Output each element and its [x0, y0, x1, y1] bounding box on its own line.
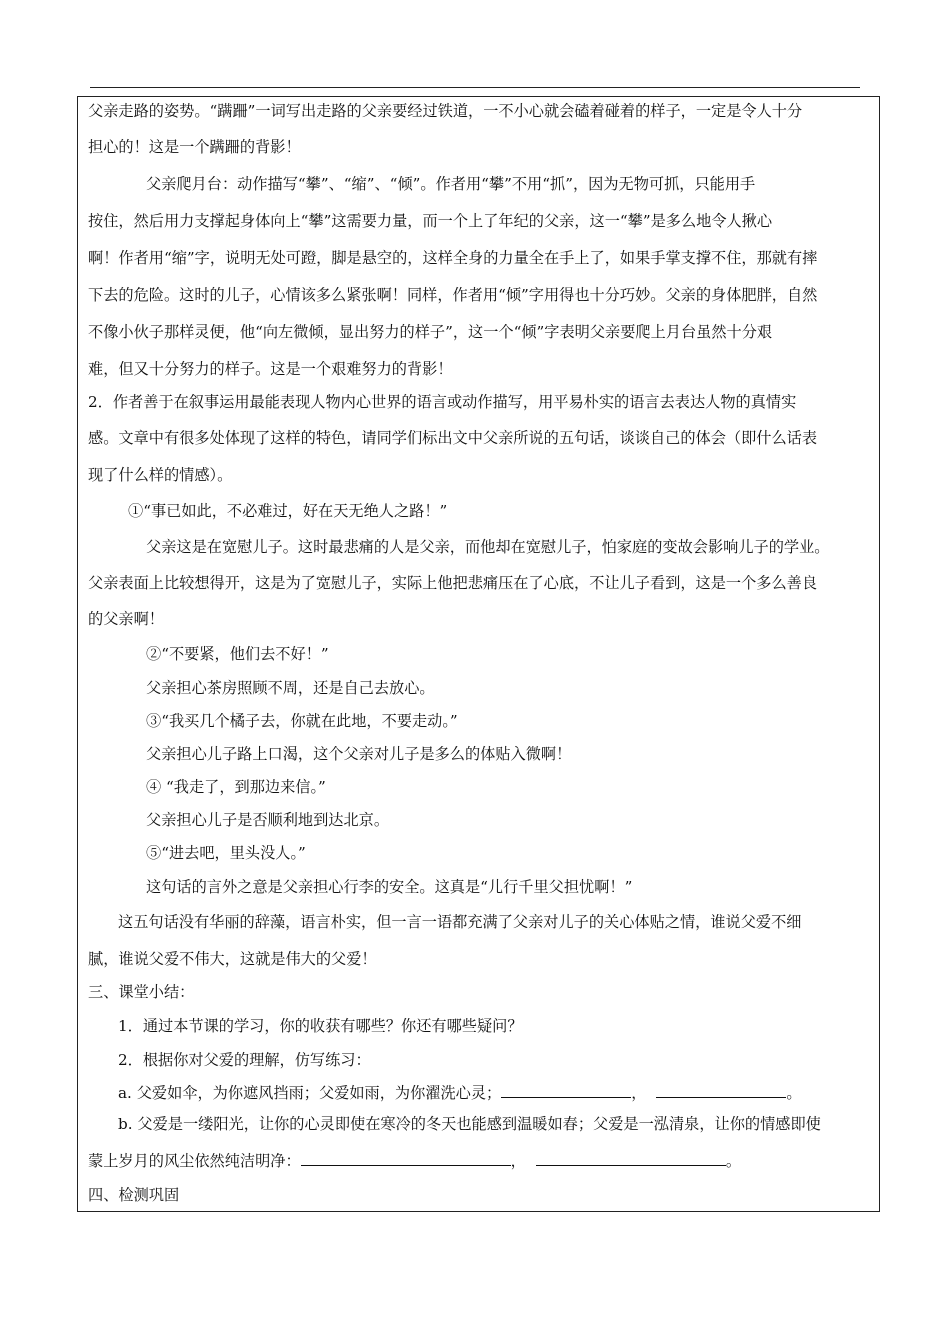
quote-5: ⑤“进去吧，里头没人。”: [146, 844, 306, 862]
separator: ，: [631, 1084, 647, 1102]
text-line: 这五句话没有华丽的辞藻，语言朴实，但一言一语都充满了父亲对儿子的关心体贴之情，谁说父爱不细: [118, 913, 802, 931]
text-line: 下去的危险。这时的儿子，心情该多么紧张啊！同样，作者用“倾”字用得也十分巧妙。父亲的身体肥胖，自然: [88, 286, 818, 304]
separator: ，: [510, 1152, 526, 1170]
exercise-b-text: 蒙上岁月的风尘依然纯洁明净：: [88, 1152, 301, 1170]
text-line: 难，但又十分努力的样子。这是一个艰难努力的背影！: [88, 360, 453, 378]
text-line: 现了什么样的情感）。: [88, 466, 233, 484]
text-line: 担心的！这是一个蹒跚的背影！: [88, 138, 301, 156]
text-line: 的父亲啊！: [88, 610, 164, 628]
text-line: 按住，然后用力支撑起身体向上“攀”这需要力量，而一个上了年纪的父亲，这一“攀”是多么地令人揪心: [88, 212, 773, 230]
text-line: 腻，谁说父爱不伟大，这就是伟大的父爱！: [88, 950, 377, 968]
text-line: 这句话的言外之意是父亲担心行李的安全。这真是“儿行千里父担忧啊！”: [146, 878, 633, 896]
text-line: 啊！作者用“缩”字，说明无处可蹬，脚是悬空的，这样全身的力量全在手上了，如果手掌支撑不住，那就有摔: [88, 249, 818, 267]
section-heading: 三、课堂小结：: [88, 983, 195, 1001]
summary-question-1: 1．通过本节课的学习，你的收获有哪些？你还有哪些疑问？: [118, 1017, 523, 1035]
text-line: 感。文章中有很多处体现了这样的特色，请同学们标出文中父亲所说的五句话，谈谈自己的体会（即什么话表: [88, 429, 817, 447]
terminator: 。: [786, 1084, 802, 1102]
exercise-a: [118, 1083, 872, 1103]
fill-blank[interactable]: [536, 1151, 726, 1166]
text-line: 2．作者善于在叙事运用最能表现人物内心世界的语言或动作描写，用平易朴实的语言去表达人物的真情实: [88, 393, 797, 411]
text-line: 父亲爬月台：动作描写“攀”、“缩”、“倾”。作者用“攀”不用“抓”，因为无物可抓，只能用手: [146, 175, 756, 193]
text-line: 父亲走路的姿势。“蹒跚”一词写出走路的父亲要经过铁道，一不小心就会磕着碰着的样子，一定是令人十分: [88, 102, 803, 120]
terminator: 。: [725, 1152, 741, 1170]
exercise-b-line-1: b. 父爱是一缕阳光，让你的心灵即使在寒冷的冬天也能感到温暖如春；父爱是一泓清泉，让你的情感即使: [118, 1115, 821, 1133]
quote-4: ④ “我走了，到那边来信。”: [146, 778, 326, 796]
header-rule: [90, 87, 860, 88]
summary-question-2: 2．根据你对父爱的理解，仿写练习：: [118, 1051, 371, 1069]
fill-blank[interactable]: [301, 1151, 511, 1166]
exercise-a-text: a. 父爱如伞，为你遮风挡雨；父爱如雨，为你濯洗心灵；: [118, 1084, 502, 1102]
text-line: 父亲表面上比较想得开，这是为了宽慰儿子，实际上他把悲痛压在了心底，不让儿子看到，这是一个多么善良: [88, 574, 817, 592]
text-line: 父亲担心儿子路上口渴，这个父亲对儿子是多么的体贴入微啊！: [146, 745, 572, 763]
text-line: 父亲担心儿子是否顺利地到达北京。: [146, 811, 389, 829]
fill-blank[interactable]: [501, 1083, 631, 1098]
quote-3: ③“我买几个橘子去，你就在此地，不要走动。”: [146, 712, 458, 730]
section-heading: 四、检测巩固: [88, 1186, 180, 1204]
text-line: 不像小伙子那样灵便，他“向左微倾，显出努力的样子”，这一个“倾”字表明父亲要爬上月台虽然十分艰: [88, 323, 773, 341]
quote-2: ②“不要紧，他们去不好！”: [146, 645, 329, 663]
exercise-b-line-2: [88, 1151, 872, 1171]
text-line: 父亲这是在宽慰儿子。这时最悲痛的人是父亲，而他却在宽慰儿子，怕家庭的变故会影响儿子的学业。: [146, 538, 830, 556]
quote-1: ①“事已如此，不必难过，好在天无绝人之路！”: [128, 502, 448, 520]
text-line: 父亲担心茶房照顾不周，还是自己去放心。: [146, 679, 435, 697]
fill-blank[interactable]: [656, 1083, 786, 1098]
